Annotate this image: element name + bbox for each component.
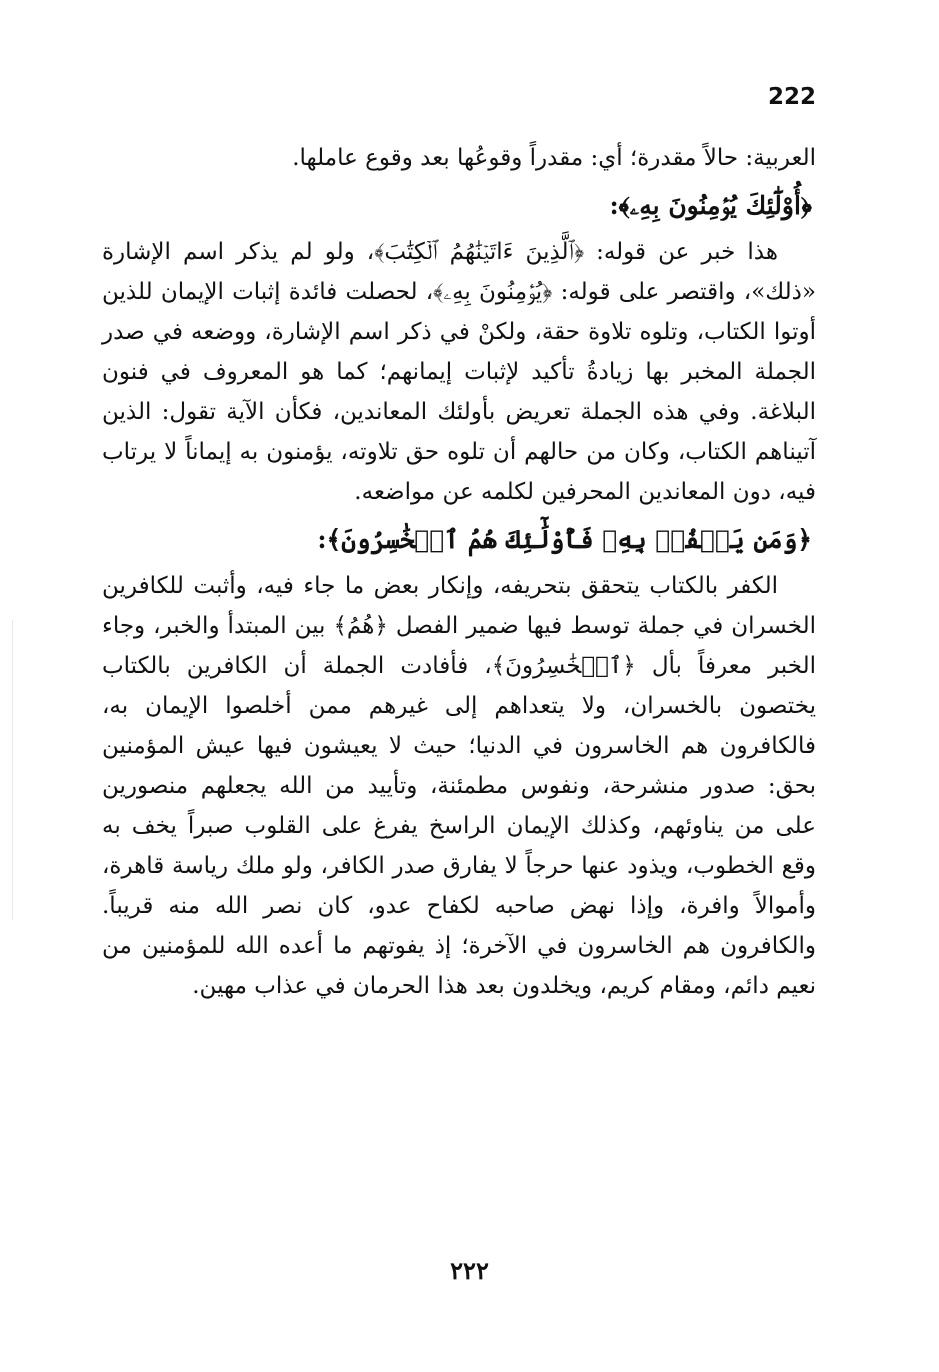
page-number-top: 222 — [768, 84, 817, 110]
paragraph-1: هذا خبر عن قوله: ﴿ٱلَّذِينَ ءَاتَيۡنَٰهُمُ ٱلۡكِتَٰبَ﴾، ولو لم يذكر اسم الإشارة «ذلك»، واقتصر على قوله: ﴿يُؤۡمِنُونَ بِهِۦ﴾، لحصلت فائدة إثبات الإيمان للذين أوتوا الكتاب، وتلوه تلاوة حقة، ولكنْ في ذكر اسم الإشارة، ووضعه في صدر الجملة المخبر بها زيادةُ تأكيد لإثبات إيمانهم؛ كما هو المعروف في فنون البلاغة. وفي هذه الجملة تعريض بأولئك المعاندين، فكأن الآية تقول: الذين آتيناهم الكتاب، وكان من حالهم أن تلوه حق تلاوته، يؤمنون به إيماناً لا يرتاب فيه، دون المعاندين المحرفين لكلمه عن مواضعه. — [102, 239, 816, 505]
scan-margin-line — [12, 620, 13, 920]
page-number-bottom: ٢٢٢ — [450, 1256, 489, 1285]
paragraph-2: الكفر بالكتاب يتحقق بتحريفه، وإنكار بعض ما جاء فيه، وأثبت للكافرين الخسران في جملة توسط فيها ضمير الفصل ﴿هُمُ﴾ بين المبتدأ والخبر، وجاء الخبر معرفاً بأل ﴿ٱلۡخَٰسِرُونَ﴾، فأفادت الجملة أن الكافرين بالكتاب يختصون بالخسران، ولا يتعداهم إلى غيرهم ممن أخلصوا الإيمان به، فالكافرون هم الخاسرون في الدنيا؛ حيث لا يعيشون فيها عيش المؤمنين بحق: صدور منشرحة، ونفوس مطمئنة، وتأييد من الله يجعلهم منصورين على من يناوئهم، وكذلك الإيمان الراسخ يفرغ على القلوب صبراً يخف به وقع الخطوب، ويذود عنها حرجاً لا يفارق صدر الكافر، ولو ملك رياسة قاهرة، وأموالاً وافرة، وإذا نهض صاحبه لكفاح عدو، كان نصر الله منه قريباً. والكافرون هم الخاسرون في الآخرة؛ إذ يفوتهم ما أعده الله للمؤمنين من نعيم دائم، ومقام كريم، ويخلدون بعد هذا الحرمان في عذاب مهين. — [102, 573, 816, 999]
verse-heading-2: ﴿وَمَن يَكۡفُرۡ بِهِۦ فَأُوْلَٰٓئِكَ هُمُ ٱلۡخَٰسِرُونَ﴾: — [317, 525, 812, 554]
verse-heading-1: ﴿أُوْلَٰٓئِكَ يُؤۡمِنُونَ بِهِۦ﴾: — [609, 191, 812, 220]
intro-line: العربية: حالاً مقدرة؛ أي: مقدراً وقوعُها بعد وقوع عاملها. — [292, 145, 816, 171]
page-content — [102, 138, 816, 1006]
